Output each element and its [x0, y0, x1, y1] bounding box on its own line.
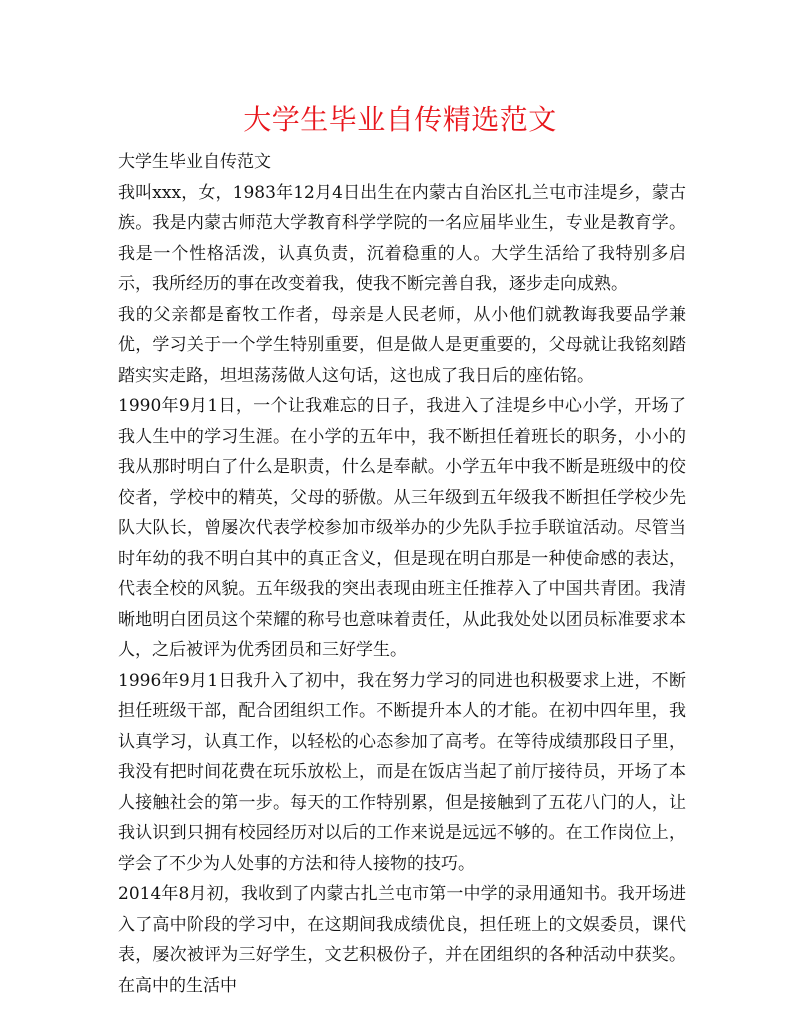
paragraph: 我的父亲都是畜牧工作者，母亲是人民老师，从小他们就教诲我要品学兼优，学习关于一个学生特别重要，但是做人是更重要的，父母就让我铭刻踏踏实实走路，坦坦荡荡做人这句话，这也成了我日后的座佑铭。	[118, 304, 686, 386]
paragraph-subtitle: 大学生毕业自传范文	[118, 152, 271, 172]
paragraph: 1996年9月1日我升入了初中，我在努力学习的同进也积极要求上进，不断担任班级干部，配合团组织工作。不断提升本人的才能。在初中四年里，我认真学习，认真工作，以轻松的心态参加了高考。在等待成绩那段日子里，我没有把时间花费在玩乐放松上，而是在饭店当起了前厅接待员，开场了本人接触社会的第一步。每天的工作特别累，但是接触到了五花八门的人，让我认识到只拥有校园经历对以后的工作来说是远远不够的。在工作岗位上，学会了不少为人处事的方法和待人接物的技巧。	[118, 670, 686, 874]
paragraph: 1990年9月1日，一个让我难忘的日子，我进入了洼堤乡中心小学，开场了我人生中的学习生涯。在小学的五年中，我不断担任着班长的职务，小小的我从那时明白了什么是职责，什么是奉献。小学五年中我不断是班级中的佼佼者，学校中的精英，父母的骄傲。从三年级到五年级我不断担任学校少先队大队长，曾屡次代表学校参加市级举办的少先队手拉手联谊活动。尽管当时年幼的我不明白其中的真正含义，但是现在明白那是一种使命感的表达，代表全校的风貌。五年级我的突出表现由班主任推荐入了中国共青团。我清晰地明白团员这个荣耀的称号也意味着责任，从此我处处以团员标准要求本人，之后被评为优秀团员和三好学生。	[118, 396, 686, 660]
document-title: 大学生毕业自传精选范文	[243, 103, 557, 136]
paragraph: 我叫xxx，女，1983年12月4日出生在内蒙古自治区扎兰屯市洼堤乡，蒙古族。我是内蒙古师范大学教育科学学院的一名应届毕业生，专业是教育学。我是一个性格活泼，认真负责，沉着稳重的人。大学生活给了我特别多启示，我所经历的事在改变着我，使我不断完善自我，逐步走向成熟。	[118, 182, 686, 294]
paragraph: 2014年8月初，我收到了内蒙古扎兰屯市第一中学的录用通知书。我开场进入了高中阶段的学习中，在这期间我成绩优良，担任班上的文娱委员，课代表，屡次被评为三好学生，文艺积极份子，并在团组织的各种活动中获奖。在高中的生活中	[118, 884, 686, 996]
document-body	[118, 147, 686, 1001]
